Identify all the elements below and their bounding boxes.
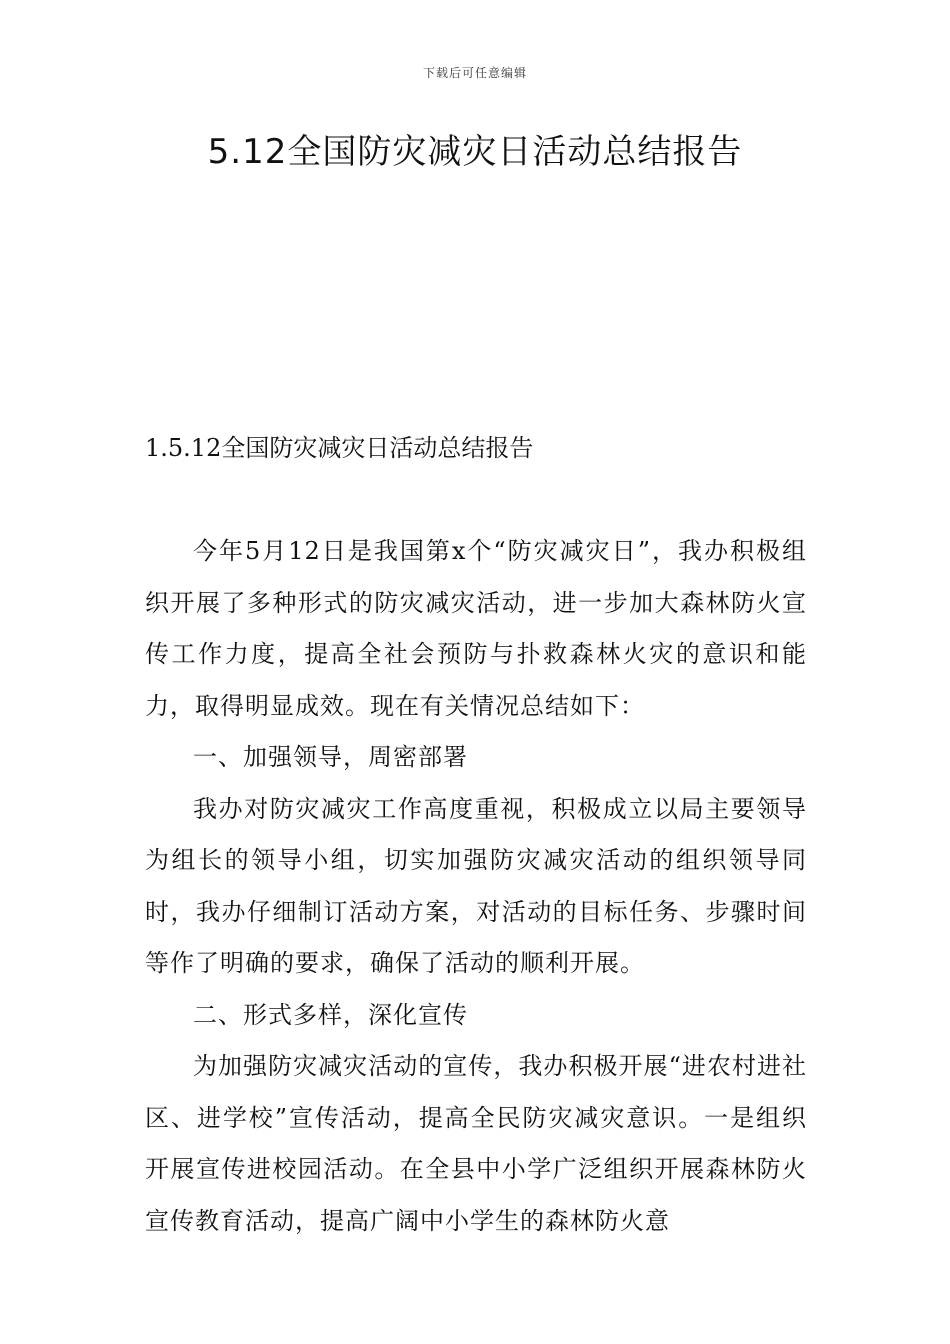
document-title: 5.12全国防灾减灾日活动总结报告	[207, 132, 743, 172]
section-1-paragraph: 我办对防灾减灾工作高度重视，积极成立以局主要领导为组长的领导小组，切实加强防灾减灾活动的组织领导同时，我办仔细制订活动方案，对活动的目标任务、步骤时间等作了明确的要求，确保了活动的顺利开展。	[145, 794, 807, 977]
section-2-paragraph: 为加强防灾减灾活动的宣传，我办积极开展“进农村进社区、进学校”宣传活动，提高全民防灾减灾意识。一是组织开展宣传进校园活动。在全县中小学广泛组织开展森林防火宣传教育活动，提高广阔中小学生的森林防火意	[145, 1052, 807, 1235]
document-subtitle: 1.5.12全国防灾减灾日活动总结报告	[145, 434, 534, 462]
section-heading-2: 二、形式多样，深化宣传	[193, 1000, 468, 1029]
document-body	[145, 526, 807, 1247]
intro-paragraph: 今年5月12日是我国第x个“防灾减灾日”，我办积极组织开展了多种形式的防灾减灾活动，进一步加大森林防火宣传工作力度，提高全社会预防与扑救森林火灾的意识和能力，取得明显成效。现在有关情况总结如下：	[145, 537, 807, 720]
section-heading-1: 一、加强领导，周密部署	[193, 743, 468, 771]
header-note: 下载后可任意编辑	[422, 66, 527, 80]
